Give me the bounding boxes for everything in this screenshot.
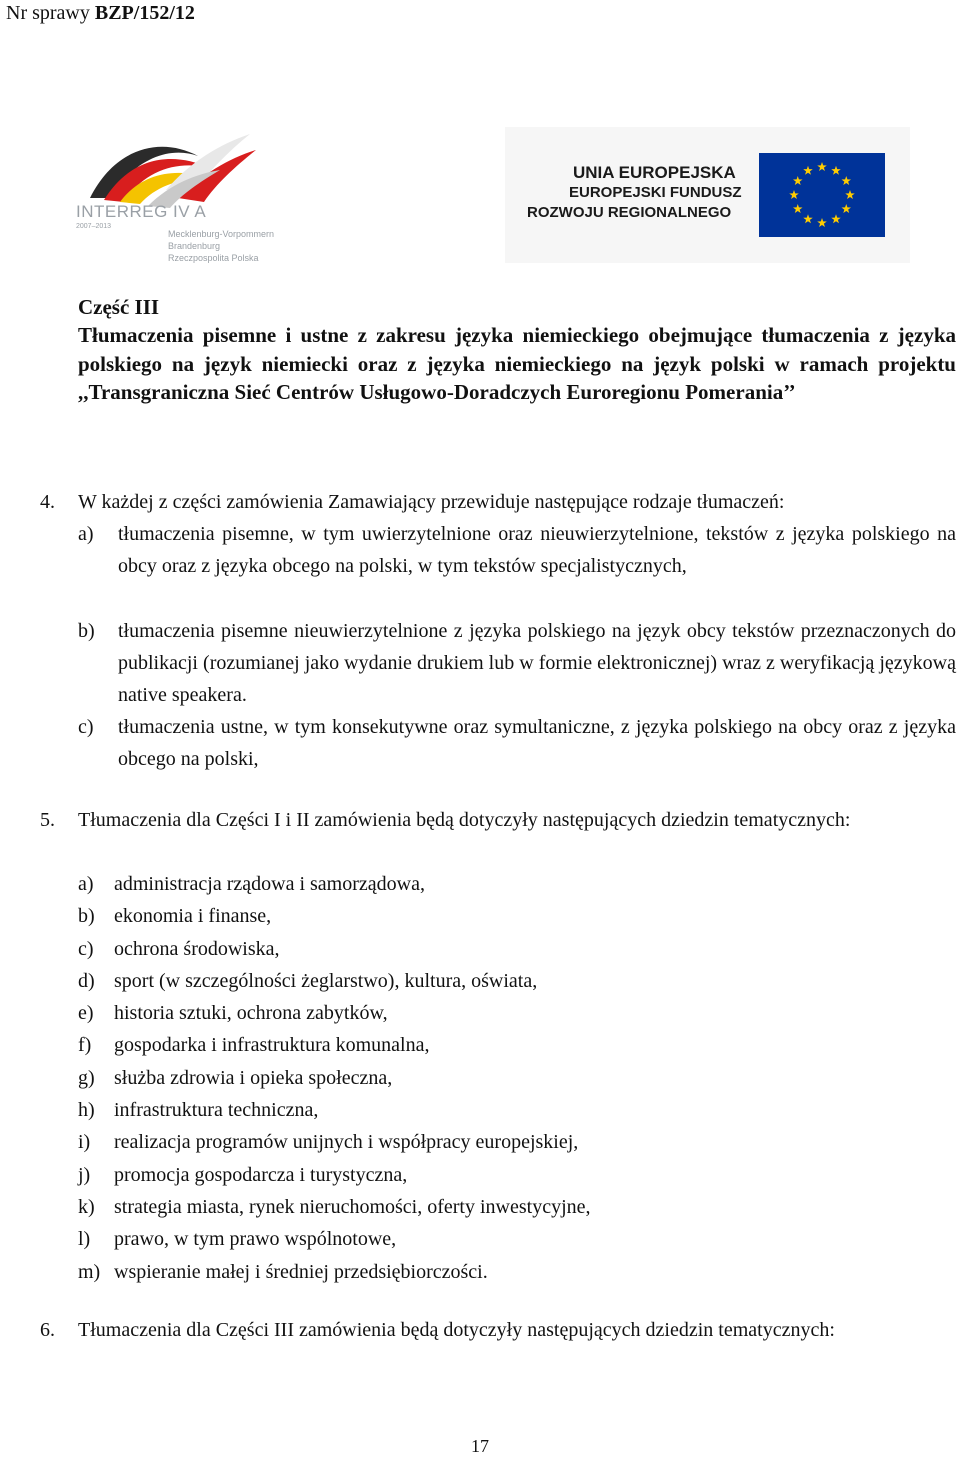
list-item-text: prawo, w tym prawo wspólnotowe, <box>114 1228 397 1251</box>
interreg-region: Brandenburg <box>168 241 221 251</box>
eu-star-icon <box>817 162 827 171</box>
interreg-logo <box>70 128 290 268</box>
list-label: c) <box>78 716 94 738</box>
list-item <box>78 1256 591 1288</box>
list-item-text: ochrona środowiska, <box>114 937 280 960</box>
eu-star-icon <box>793 176 803 185</box>
list-item <box>78 1223 591 1255</box>
list-label: g) <box>78 1066 95 1089</box>
list-item-text: gospodarka i infrastruktura komunalna, <box>114 1034 430 1057</box>
list-item <box>78 997 591 1029</box>
eu-star-icon <box>803 166 813 175</box>
list-item <box>78 933 591 965</box>
eu-star-icon <box>831 214 841 223</box>
list-item <box>78 900 591 932</box>
point-intro: Tłumaczenia dla Części I i II zamówienia będą dotyczyły następujących dziedzin tematycznych: <box>78 809 851 831</box>
point-number: 4. <box>40 491 55 513</box>
eu-star-icon <box>831 166 841 175</box>
list-item-text: administracja rządowa i samorządowa, <box>114 873 425 895</box>
point-intro: W każdej z części zamówienia Zamawiający przewiduje następujące rodzaje tłumaczeń: <box>78 491 785 513</box>
eu-star-icon <box>803 214 813 223</box>
list-item-text: historia sztuki, ochrona zabytków, <box>114 1002 388 1025</box>
list-label: d) <box>78 969 95 992</box>
section-heading: Część III <box>78 295 160 319</box>
list-item <box>78 965 591 997</box>
list-item-text: ekonomia i finanse, <box>114 905 272 928</box>
list-item-text: tłumaczenia pisemne, w tym uwierzytelnione oraz nieuwierzytelnione, tekstów z języka polskiego na obcy oraz z języka obcego na polski, w tym tekstów specjalistycznych, <box>118 523 956 577</box>
list-item-text: realizacja programów unijnych i współpracy europejskiej, <box>114 1131 579 1154</box>
case-number-prefix: Nr sprawy <box>6 2 90 24</box>
list-label: m) <box>78 1260 101 1283</box>
list-item-text: infrastruktura techniczna, <box>114 1099 319 1122</box>
interreg-region: Mecklenburg-Vorpommern <box>168 229 275 239</box>
point-number: 5. <box>40 809 55 831</box>
list-label: i) <box>78 1131 91 1154</box>
point-intro: Tłumaczenia dla Części III zamówienia będą dotyczyły następujących dziedzin tematycznych: <box>78 1319 835 1341</box>
list-label: a) <box>78 523 94 545</box>
interreg-name: INTERREG IV A <box>76 202 207 221</box>
list-label: j) <box>78 1163 91 1186</box>
list-item <box>78 1159 591 1191</box>
list-item <box>78 1191 591 1223</box>
list-label: b) <box>78 905 95 928</box>
list-item-text: służba zdrowia i opieka społeczna, <box>114 1066 393 1089</box>
case-number-value: BZP/152/12 <box>94 2 195 24</box>
list-label: k) <box>78 1195 95 1218</box>
eu-stars-icon <box>759 153 885 237</box>
list-item-text: tłumaczenia ustne, w tym konsekutywne oraz symultaniczne, z języka polskiego na obcy oraz z języka obcego na polski, <box>118 716 956 770</box>
list-label: b) <box>78 620 95 642</box>
eu-logo-line: ROZWOJU REGIONALNEGO <box>527 204 732 221</box>
list-item <box>78 1094 591 1126</box>
page-number: 17 <box>471 1436 489 1456</box>
list-item <box>78 1126 591 1158</box>
eu-star-icon <box>841 176 851 185</box>
list-label: f) <box>78 1034 92 1057</box>
interreg-regions <box>168 228 274 264</box>
eu-logo-line: EUROPEJSKI FUNDUSZ <box>569 184 742 201</box>
interreg-years: 2007–2013 <box>76 223 112 230</box>
interreg-region: Rzeczpospolita Polska <box>168 253 259 263</box>
list-label: e) <box>78 1002 94 1025</box>
eu-logo-line: UNIA EUROPEJSKA <box>573 163 736 182</box>
list-item <box>78 868 591 900</box>
list-item-text: promocja gospodarcza i turystyczna, <box>114 1163 408 1186</box>
list-item <box>78 1062 591 1094</box>
list-item <box>78 1029 591 1061</box>
list-label: c) <box>78 937 94 960</box>
case-number-header <box>6 0 195 26</box>
eu-flag-icon <box>759 153 885 237</box>
eu-star-icon <box>817 218 827 227</box>
interreg-flag-swoosh-icon <box>70 128 260 208</box>
eu-star-icon <box>793 204 803 213</box>
section-title: Tłumaczenia pisemne i ustne z zakresu języka niemieckiego obejmujące tłumaczenia z języka polskiego na język niemiecki oraz z języka niemieckiego na język polski w ramach projektu ,,Transgraniczna Sieć Centrów Usługowo-Doradczych Euroregionu Pomerania’’ <box>78 323 956 405</box>
list-item-text: tłumaczenia pisemne nieuwierzytelnione z języka polskiego na język obcy tekstów przeznaczonych do publikacji (rozumianej jako wydanie drukiem lub w formie elektronicznej) wraz z weryfikacją językową native speakera. <box>118 620 956 706</box>
list-item-text: wspieranie małej i średniej przedsiębiorczości. <box>114 1260 488 1283</box>
eu-regional-fund-logo <box>505 127 910 263</box>
list-item-text: sport (w szczególności żeglarstwo), kultura, oświata, <box>114 969 538 992</box>
list-label: a) <box>78 873 94 895</box>
list-item-text: strategia miasta, rynek nieruchomości, oferty inwestycyjne, <box>114 1195 591 1218</box>
topics-list <box>78 868 591 1288</box>
list-label: h) <box>78 1099 95 1122</box>
eu-star-icon <box>845 190 855 199</box>
eu-logo-text <box>527 163 742 223</box>
point-number: 6. <box>40 1319 55 1341</box>
eu-star-icon <box>789 190 799 199</box>
eu-star-icon <box>841 204 851 213</box>
list-label: l) <box>78 1228 91 1251</box>
